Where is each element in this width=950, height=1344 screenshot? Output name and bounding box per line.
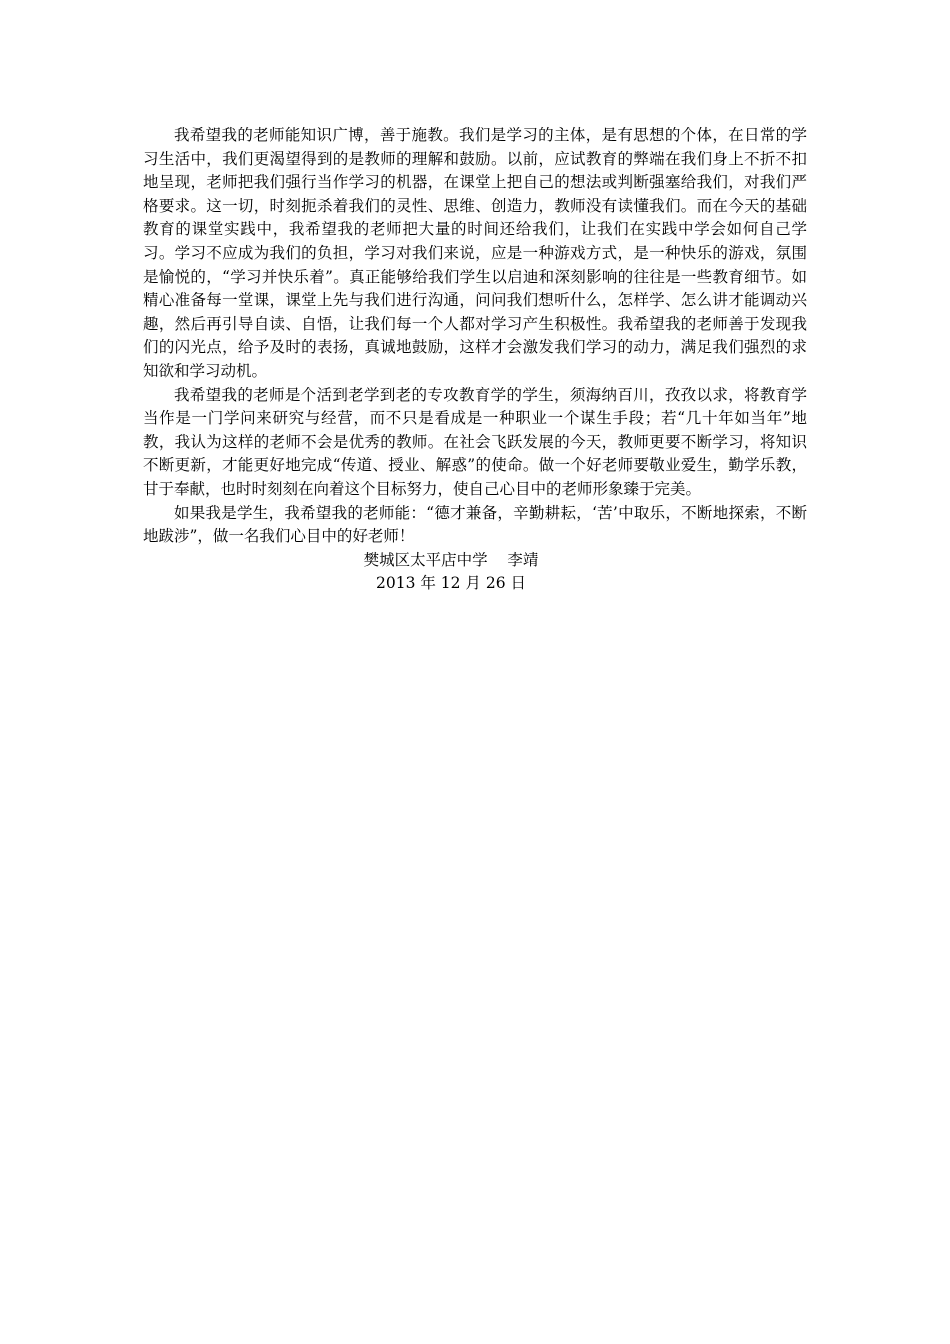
- signature: 樊城区太平店中学 李靖: [363, 550, 539, 569]
- date: 2013 年 12 月 26 日: [375, 574, 527, 593]
- paragraph-1: 我希望我的老师能知识广博，善于施教。我们是学习的主体，是有思想的个体，在日常的学习生活中，我们更渴望得到的是教师的理解和鼓励。以前，应试教育的弊端在我们身上不折不扣地呈现，老师把我们强行当作学习的机器，在课堂上把自己的想法或判断强塞给我们，对我们严格要求。这一切，时刻扼杀着我们的灵性、思维、创造力，教师没有读懂我们。而在今天的基础教育的课堂实践中，我希望我的老师把大量的时间还给我们，让我们在实践中学会如何自己学习。学习不应成为我们的负担，学习对我们来说，应是一种游戏方式，是一种快乐的游戏，氛围是愉悦的，“学习并快乐着”。真正能够给我们学生以启迪和深刻影响的往往是一些教育细节。如精心准备每一堂课，课堂上先与我们进行沟通，问问我们想听什么，怎样学、怎么讲才能调动兴趣，然后再引导自读、自悟，让我们每一个人都对学习产生积极性。我希望我的老师善于发现我们的闪光点，给予及时的表扬，真诚地鼓励，这样才会激发我们学习的动力，满足我们强烈的求知欲和学习动机。: [143, 126, 807, 380]
- document-body: [143, 124, 807, 596]
- paragraph-3: 如果我是学生，我希望我的老师能：“德才兼备，辛勤耕耘，‘苦’中取乐，不断地探索，不断地跋涉”，做一名我们心目中的好老师！: [143, 503, 807, 546]
- paragraph-2: 我希望我的老师是个活到老学到老的专攻教育学的学生，须海纳百川，孜孜以求，将教育学当作是一门学问来研究与经营，而不只是看成是一种职业一个谋生手段；若“几十年如当年”地教，我认为这样的老师不会是优秀的教师。在社会飞跃发展的今天，教师更要不断学习，将知识不断更新，才能更好地完成“传道、授业、解惑”的使命。做一个好老师要敬业爱生，勤学乐教，甘于奉献，也时时刻刻在向着这个目标努力，使自己心目中的老师形象臻于完美。: [143, 385, 807, 498]
